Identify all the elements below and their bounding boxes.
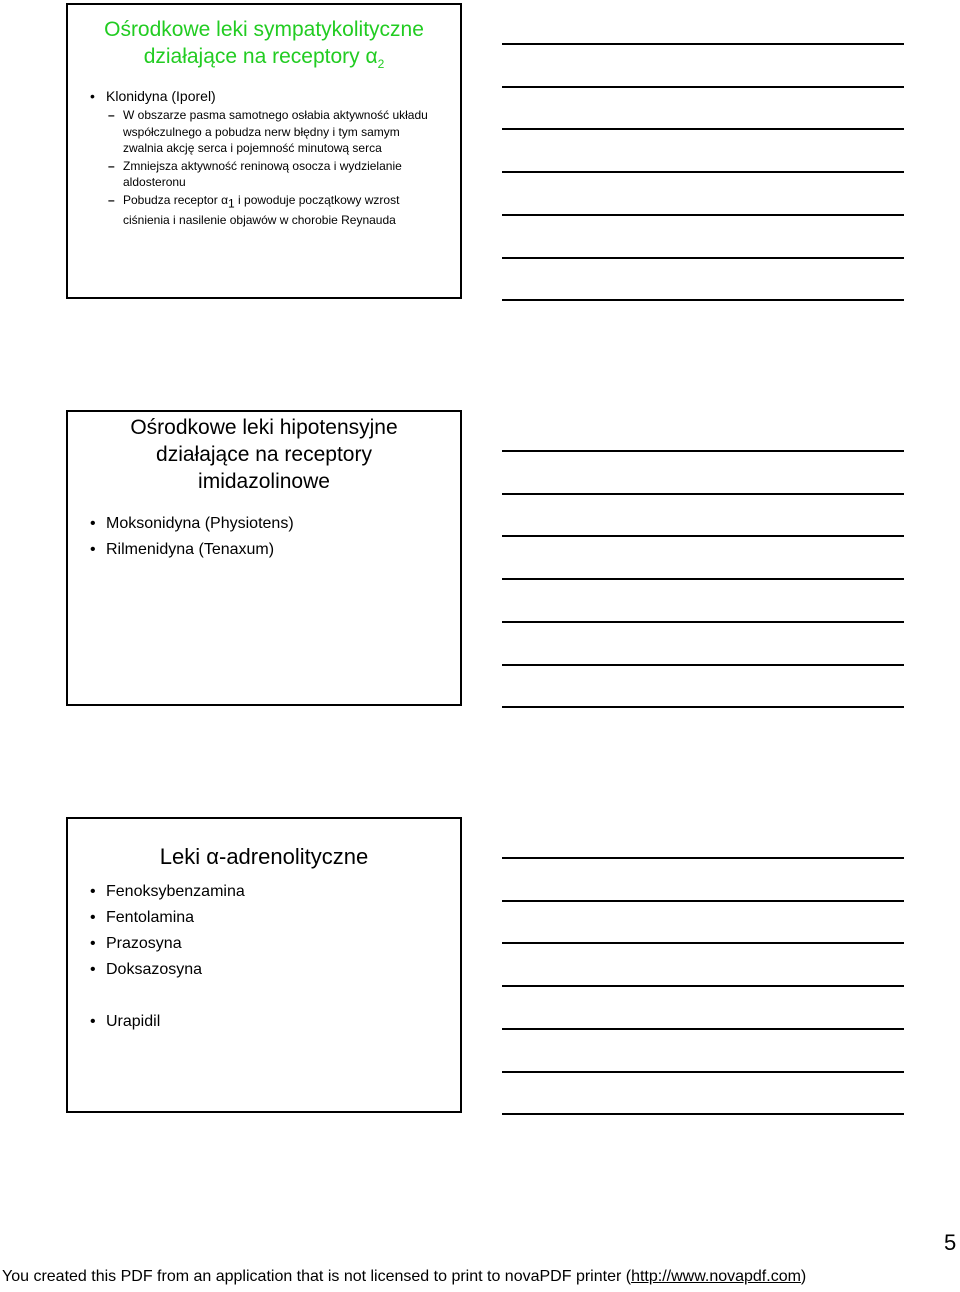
subscript: 1 xyxy=(228,196,235,211)
list-item xyxy=(68,192,460,228)
note-line xyxy=(502,214,904,216)
list-item: • Fenoksybenzamina xyxy=(68,879,460,905)
list-item: • Doksazosyna xyxy=(68,957,460,983)
note-line xyxy=(502,857,904,859)
subbullet-text: Pobudza receptor α xyxy=(123,192,228,207)
slide-3 xyxy=(66,817,462,1113)
note-line xyxy=(502,257,904,259)
footer-close: ) xyxy=(800,1268,807,1285)
slide-1-title-line2-text: działające na receptory α xyxy=(143,45,378,68)
slide-1-title-line2 xyxy=(68,43,460,78)
slide-1-subbullets xyxy=(106,107,460,228)
note-line xyxy=(502,621,904,623)
note-line xyxy=(502,86,904,88)
footer-text: You created this PDF from an application that is not licensed to print to novaPDF printer ( xyxy=(2,1268,632,1285)
slide-2-title xyxy=(68,414,460,495)
list-item: • Urapidil xyxy=(68,1009,460,1035)
footer-link[interactable]: http://www.novapdf.com xyxy=(631,1268,801,1285)
note-line xyxy=(502,450,904,452)
slide-2-bullets xyxy=(68,511,460,563)
slide-2-title-line3: imidazolinowe xyxy=(198,470,330,493)
slide-1-title-line1: Ośrodkowe leki sympatykolityczne xyxy=(104,18,424,41)
bullet-text: Klonidyna (Iporel) xyxy=(106,88,216,105)
note-line xyxy=(502,1028,904,1030)
note-line xyxy=(502,985,904,987)
slide-1-title xyxy=(68,16,460,78)
note-line xyxy=(502,43,904,45)
note-line xyxy=(502,493,904,495)
subbullet-text-cont: i powoduje początkowy wzrost ciśnienia i nasilenie objawów w chorobie Reynauda xyxy=(123,192,400,227)
note-line xyxy=(502,1071,904,1073)
note-line xyxy=(502,128,904,130)
list-item: • Fentolamina xyxy=(68,905,460,931)
note-line xyxy=(502,535,904,537)
note-line xyxy=(502,900,904,902)
slide-2 xyxy=(66,410,462,706)
slide-3-bullets xyxy=(68,879,460,1035)
note-line xyxy=(502,942,904,944)
slide-1 xyxy=(66,3,462,299)
note-line xyxy=(502,171,904,173)
footer-notice xyxy=(2,1268,806,1286)
note-line xyxy=(502,664,904,666)
slide-3-title: Leki α-adrenolityczne xyxy=(159,844,369,869)
note-line xyxy=(502,1113,904,1115)
list-item xyxy=(68,87,460,228)
list-item: • Moksonidyna (Physiotens) xyxy=(68,511,460,537)
note-line xyxy=(502,706,904,708)
list-item: – W obszarze pasma samotnego osłabia aktywność układu współczulnego a pobudza nerw błędny i tym samym zwalnia akcję serca i pojemność minutową serca xyxy=(68,107,460,157)
slide-2-title-line2: działające na receptory xyxy=(156,443,372,466)
slide-1-bullets xyxy=(68,87,460,228)
note-line xyxy=(502,299,904,301)
list-item: – Zmniejsza aktywność reninową osocza i wydzielanie aldosteronu xyxy=(68,158,460,191)
slide-2-title-line1: Ośrodkowe leki hipotensyjne xyxy=(130,416,398,439)
list-item: • Rilmenidyna (Tenaxum) xyxy=(68,537,460,563)
list-item: • Prazosyna xyxy=(68,931,460,957)
page-number: 5 xyxy=(944,1230,957,1255)
note-line xyxy=(502,578,904,580)
slide-1-title-subscript: 2 xyxy=(377,57,385,72)
